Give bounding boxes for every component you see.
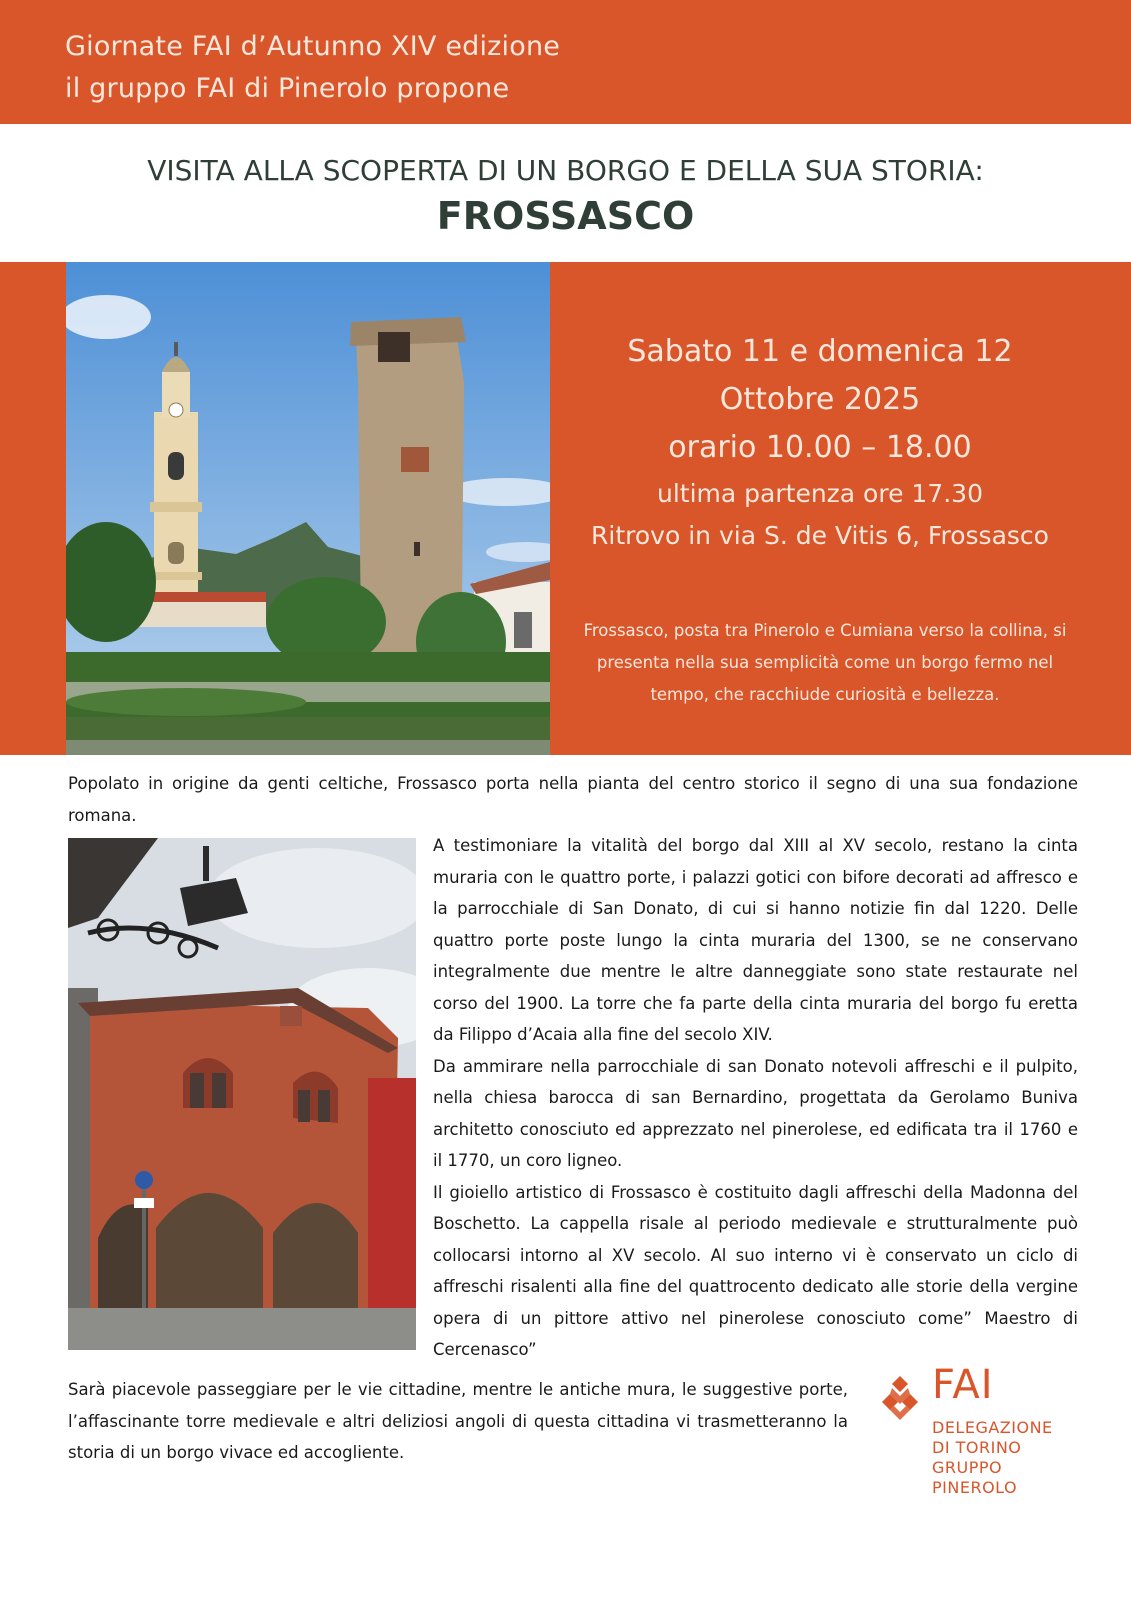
- fai-line4: PINEROLO: [932, 1478, 1018, 1497]
- fai-line3: GRUPPO: [932, 1458, 1003, 1477]
- page-title: FROSSASCO: [436, 194, 695, 238]
- body-outro: Sarà piacevole passeggiare per le vie cittadine, mentre le antiche mura, le suggestive porte, l’affascinante torre medievale e altri deliziosi angoli di questa cittadina vi trasmetteranno la storia di un borgo vivace ed accogliente.: [68, 1380, 848, 1462]
- body-paragraph-frescoes: Il gioiello artistico di Frossasco è costituito dagli affreschi della Madonna del Boschetto. La cappella risale al periodo medievale e strutturalmente può collocarsi intorno al XV secolo. Al suo interno vi è conservato un ciclo di affreschi risalenti alla fine del quattrocento dedicato alle storie della vergine opera di un pittore attivo nel pinerolese conosciuto come” Maestro di Cercenasco”: [433, 1182, 1078, 1359]
- header-subtitle: il gruppo FAI di Pinerolo propone: [65, 73, 510, 104]
- event-meeting-point: Ritrovo in via S. de Vitis 6, Frossasco: [591, 521, 1049, 550]
- fai-line2: DI TORINO: [932, 1438, 1022, 1457]
- palazzo-photo: [68, 838, 416, 1350]
- title-block: [0, 124, 1131, 262]
- fai-line1: DELEGAZIONE: [932, 1418, 1053, 1437]
- event-intro: Frossasco, posta tra Pinerolo e Cumiana verso la collina, si presenta nella sua semplicità come un borgo fermo nel tempo, che racchiude curiosità e bellezza.: [583, 621, 1067, 704]
- event-date-line1: Sabato 11 e domenica 12: [627, 334, 1013, 369]
- event-subtitle: VISITA ALLA SCOPERTA DI UN BORGO E DELLA SUA STORIA:: [147, 154, 984, 187]
- body-column: [433, 830, 1078, 1366]
- body-intro: Popolato in origine da genti celtiche, Frossasco porta nella pianta del centro storico il segno di una sua fondazione romana.: [68, 774, 1078, 825]
- header-band: [0, 0, 1131, 124]
- body-paragraph-churches: Da ammirare nella parrocchiale di san Donato notevoli affreschi e il pulpito, nella chiesa barocca di san Bernardino, progettata da Gerolamo Buniva architetto conosciuto ed apprezzato nel pinerolese, ed edificata tra il 1760 e il 1770, un coro ligneo.: [433, 1056, 1078, 1170]
- body-paragraph-walls: A testimoniare la vitalità del borgo dal XIII al XV secolo, restano la cinta muraria con le quattro porte, i palazzi gotici con bifore decorati ad affresco e la parrocchiale di San Donato, di cui si hanno notizie fin dal 1220. Delle quattro porte poste lungo la cinta muraria del 1300, se ne conservano integralmente due mentre le altre danneggiate sono state restaurate nel corso del 1900. La torre che fa parte della cinta muraria del borgo fu eretta da Filippo d’Acaia alla fine del secolo XIV.: [433, 836, 1078, 1044]
- fai-logo: [876, 1362, 1076, 1508]
- event-last-departure: ultima partenza ore 17.30: [657, 479, 983, 508]
- fai-emblem-icon: [876, 1374, 924, 1422]
- event-date-line2: Ottobre 2025: [719, 382, 921, 417]
- header-title: Giornate FAI d’Autunno XIV edizione: [65, 31, 561, 62]
- towers-photo: [66, 262, 550, 755]
- event-hours: orario 10.00 – 18.00: [668, 430, 972, 465]
- fai-wordmark: FAI: [932, 1362, 994, 1408]
- fai-delegation: [932, 1418, 1053, 1498]
